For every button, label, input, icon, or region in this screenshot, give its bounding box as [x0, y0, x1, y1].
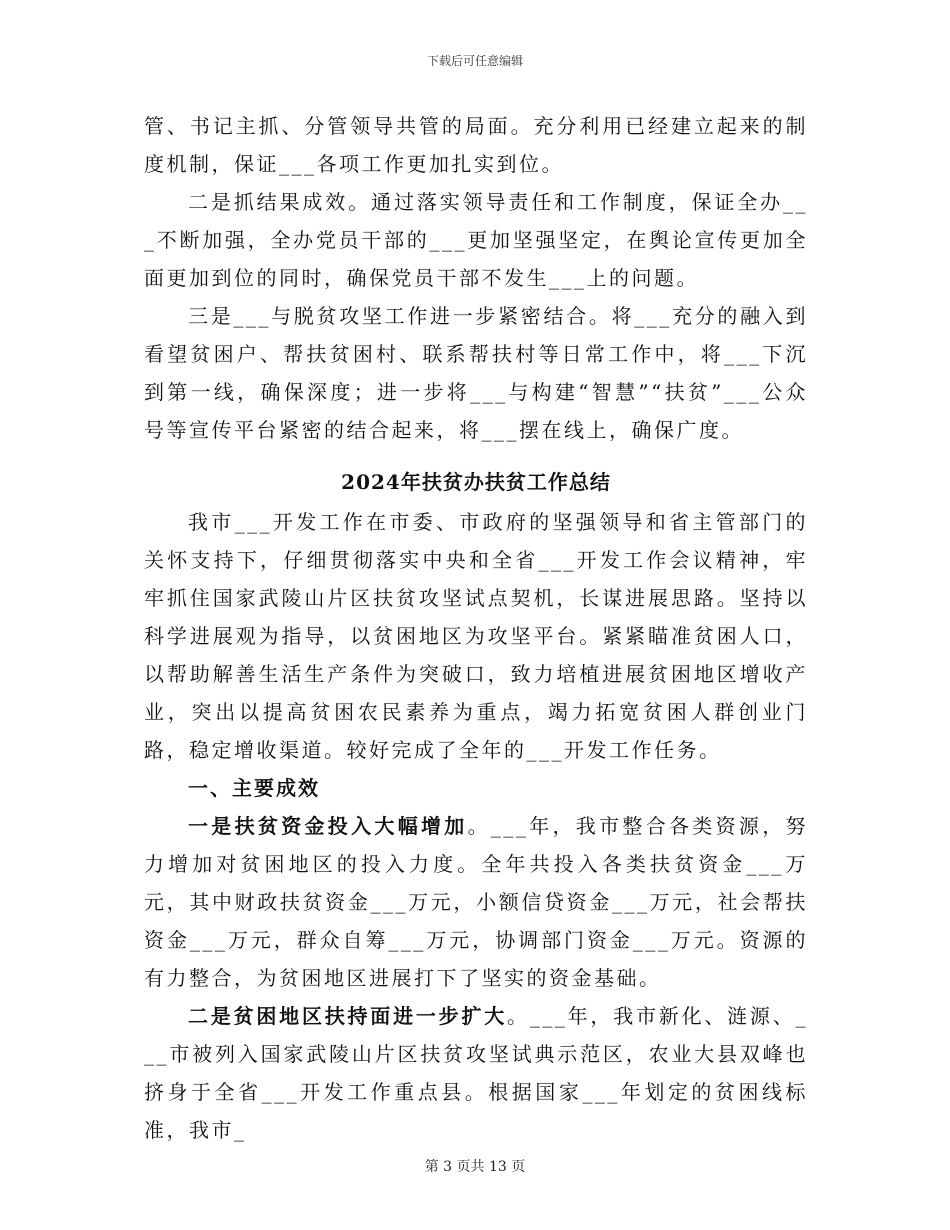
item-coverage-text: 。___年，我市新化、涟源、___市被列入国家武陵山片区扶贫攻坚试典示范区，农业大县双峰也挤身于全省___开发工作重点县。根据国家___年划定的贫困线标准，我市_: [144, 1004, 809, 1142]
page-footer: 第 3 页共 13 页: [424, 1159, 526, 1175]
paragraph-integration: 三是___与脱贫攻坚工作进一步紧密结合。将___充分的融入到看望贫困户、帮扶贫困村、联系帮扶村等日常工作中，将___下沉到第一线，确保深度；进一步将___与构建“智慧”“扶贫”___公众号等宣传平台紧密的结合起来，将___摆在线上，确保广度。: [144, 304, 808, 442]
article-intro: 我市___开发工作在市委、市政府的坚强领导和省主管部门的关怀支持下，仔细贯彻落实中央和全省___开发工作会议精神，牢牢抓住国家武陵山片区扶贫攻坚试点契机，长谋进展思路。坚持以科学进展观为指导，以贫困地区为攻坚平台。紧紧瞄准贫困人口，以帮助解善生活生产条件为突破口，致力培植进展贫困地区增收产业，突出以提高贫困农民素养为重点，竭力拓宽贫困人群创业门路，稳定增收渠道。较好完成了全年的___开发工作任务。: [144, 510, 808, 762]
document-body: [144, 107, 808, 1149]
item-funding-lead: 一是扶贫资金投入大幅增加: [188, 814, 468, 838]
page-header: 下载后可任意编辑: [426, 54, 523, 68]
article-title: 2024年扶贫办扶贫工作总结: [341, 470, 611, 494]
paragraph-results: 二是抓结果成效。通过落实领导责任和工作制度，保证全办___不断加强，全办党员干部的___更加坚强坚定，在舆论宣传更加全面更加到位的同时，确保党员干部不发生___上的问题。: [144, 190, 808, 290]
item-coverage: [144, 997, 808, 1149]
item-funding: [144, 807, 808, 997]
section-heading: 一、主要成效: [188, 776, 320, 800]
item-coverage-lead: 二是贫困地区扶持面进一步扩大: [188, 1004, 508, 1028]
paragraph-continued: 管、书记主抓、分管领导共管的局面。充分利用已经建立起来的制度机制，保证___各项工作更加扎实到位。: [144, 114, 808, 176]
item-funding-text: 。___年，我市整合各类资源，努力增加对贫困地区的投入力度。全年共投入各类扶贫资金___万元，其中财政扶贫资金___万元，小额信贷资金___万元，社会帮扶资金___万元，群众自筹___万元，协调部门资金___万元。资源的有力整合，为贫困地区进展打下了坚实的资金基础。: [144, 814, 809, 990]
